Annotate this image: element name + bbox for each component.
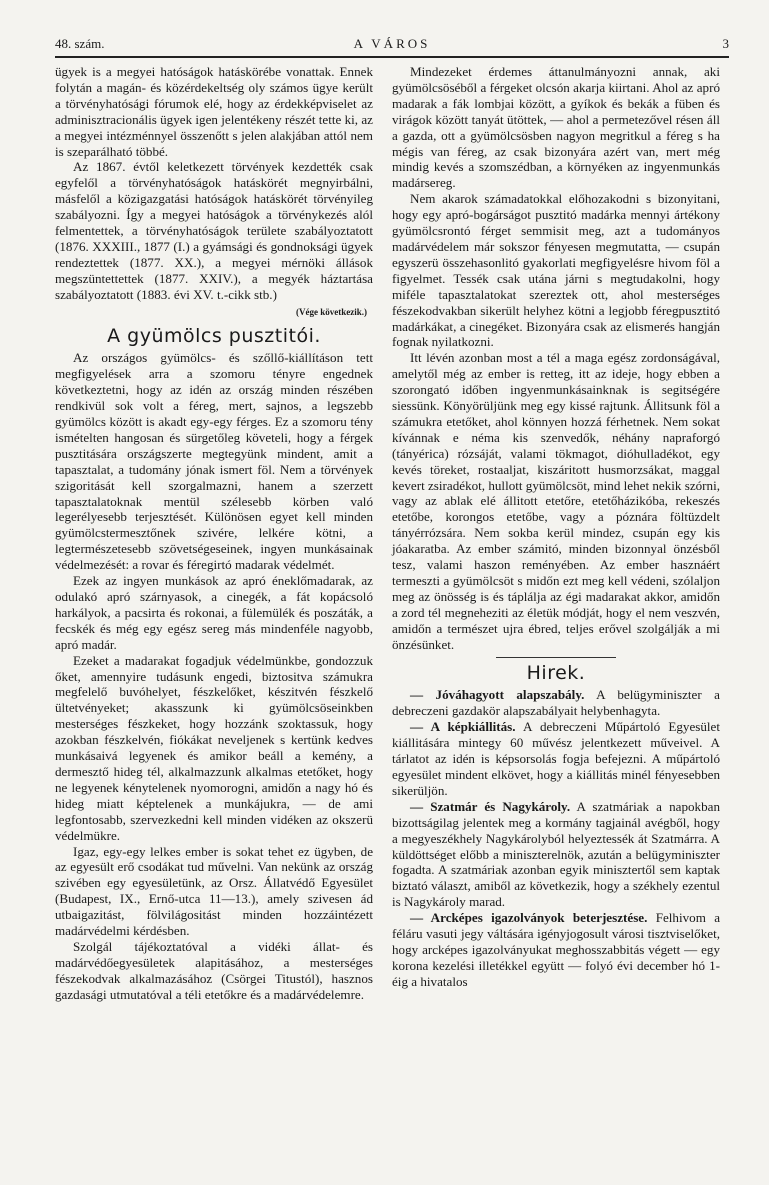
news-body: A szatmáriak a napokban bizottságilag jelentek meg a kormány tagjainál avégből, hogy a megyeszékhely Nagykárolyból helyeztessék át Szatmárra. A küldöttséget előbb a miniszterelnök, azután a belügyminiszter fogadta. A szatmáriak azonban egyik minisztertől sem kaptak biztató választ, amiből az következik, hogy a székhely ezentul is Nagykároly marad. [392,798,721,910]
left-column [55,64,373,1003]
article-paragraph: Ezeket a madarakat fogadjuk védelmünkbe, gondozzuk őket, amennyire tudásunk engedi, biztositva számukra megfelelő buvóhelyet, fészkelőket, készitvén fészkelő ültetvényeket; akasszunk ki gyümölcsöseinkben mesterséges fészkeket, hogy hozzánk szoktassuk, hogy azokban fészkelvén, fiókákat neveljenek s kertünk kedves munkásaivá legyenek és amikor beáll a kemény, a dermesztő hideg tél, alkalmazzunk alkalmas etetőket, hogy ne legyenek kénytelenek nyomorogni, amidőn a nagy hó és hideg miatt képtelenek a munkájukra, — de ami legfontosabb, szervezkedni kell minden vidéken az okszerü védelmükre. [55,652,373,843]
news-body: A belügyminiszter a debreczeni gazdakör alapszabályait helybenhagyta. [392,687,720,719]
news-headline: — A képkiállitás. [410,719,516,735]
news-headline: — Szatmár és Nagykároly. [410,798,571,814]
article-continuation-paragraph: Az 1867. évtől keletkezett törvények kezdették csak egyfelől a törvényhatóságok hatáskörét megnyirbálni, másfelől a közigazgatási hatóságok hatáskörét törvényileg szabályozni. Így a megyei hatóságok a törvénykezés alól felmentettek, a törvényhatóságok területe szabályoztatott (1876. XXXIII., 1877 (I.) a gyámsági és gondnoksági ügyek rendeztettek (1877. XX.), a megyei mérnöki állások megszüntettettek (1877. XXIV.), a megyék háztartása szabályoztatott (1883. évi XV. t.-cikk stb.) [55,159,373,302]
page-number: 3 [722,36,729,51]
article-paragraph: Ezek az ingyen munkások az apró éneklőmadarak, az odulakó apró szárnyasok, a cinegék, a fát kopácsoló harkályok, a pacsirta és rokonai, a fülemülék és poszáták, a fecskék és még egy egész sereg más mindenféle nagyobb, apró madár. [55,573,373,652]
news-item [392,910,720,990]
right-column [392,64,720,990]
article-paragraph: Az országos gyümölcs- és szőllő-kiállításon tett megfigyelések arra a szomoru tényre engednek következtetni, hogy az idén az ország minden részében rendkivül sok volt a féreg, mert, sajnos, a legszebb gyümölcs között is akadt egy-egy férges. Ez a szomoru tény ismételten hangosan és sürgetőleg követeli, hogy a férgek pusztitására országszerte megtegyünk mindent, amit a tapasztalat, a tudomány jónak ismert föl. Nem a törvények szigoritását kell szorgalmazni, hanem a szerzett tapasztalatoknak mentül szélesebb körben való legerélyesebb terjesztését. Különösen egyet kell minden gyümölcstermesztőnek szivére, lelkére kötni, a legtermészetesebb szövetségeseinek, ingyen munkásainak védelmezését: a rovar és féregirtó madarak védelmét. [55,350,373,573]
section-divider [496,657,616,658]
news-headline: — Jóváhagyott alapszabály. [410,687,585,703]
news-item [392,799,720,910]
article-paragraph: Szolgál tájékoztatóval a vidéki állat- és madárvédőegyesületek alapitásához, a mesterséges fészekodvak alkalmazásához (Csörgei Titustól), hasznos gazdasági utmutatóval a téli etetőkre és a madárvédelemre. [55,938,373,1002]
newspaper-title: A VÁROS [353,36,431,51]
continued-note: (Vége következik.) [296,306,367,317]
article-continuation-paragraph: ügyek is a megyei hatóságok hatáskörébe vonattak. Ennek folytán a magán- és közérdekeltség oly számos ügye került a törvényhatósági fórumok elé, hogy az érdekképviselet az adminisztracionális ügyek igen jelentékeny részét tette ki, az a megyei intézménnyel összenőtt s jelen alakjában attól nem is szeparálható többé. [55,64,373,159]
article-paragraph: Nem akarok számadatokkal előhozakodni s bizonyitani, hogy egy apró-bogárságot pusztitó madárka mennyi ártékony gyümölcsrontó férget semmisit meg, azt a tudományos madárvédelem már sokszor fényesen megmutatta, — csupán egyszerü összehasonlitó gyakorlati megfigyelésre hivom föl a figyelmet. Tessék csak utána járni s megtudakolni, hogy miféle tapasztalatokat szereztek ott, ahol mesterséges fészekodvakban sikerült helyhez kötni a legjobb féregpusztitó madárkákat, a cinegéket. Bizonyára csak az elismerés hangján fognak nyilatkozni. [392,191,720,350]
news-item [392,687,720,719]
news-body: Felhivom a féláru vasuti jegy váltására igényjogosult városi tisztviselőket, hogy arcképes igazolványukat meghosszabbitás végett — egy korona kezelési illetékkel együtt — folyó évi december hó 1-éig a hivatalos [392,910,721,989]
issue-number: 48. szám. [55,36,105,51]
article-paragraph: Itt lévén azonban most a tél a maga egész zordonságával, amelytől még az ember is retteg, itt az ideje, hogy ebben a szorongató időben ingyenmunkásainknak is segitségére siessünk. Könyörüljünk meg egy kissé rajtunk. Állitsunk föl a számukra etetőket, ahol könnyen hozzá férhetnek. Nem sokat kívánnak e néma kis szenvedők, néhány napraforgó (tányérica) rózsáját, valami tökmagot, dióhulladékot, egy kevés töreket, rostaaljat, kiszáritott husmorzsákat, maggal kevert zsiradékot, hullott gyümölcsöt, mind lehet nekik szórni, vagy az ablak elé állitott etetőre, etetőházikóba, rekeszés etetőbe, korongos etetőbe, vagy a póznára föltüzdelt tányérrózsára. Nem sokba kerül mindez, csupán egy kis jóakaratba. Az ember számitó, minden bizonnyal önzésből tesz, valami haszon reményében. Az ember hasznáért termeszti a gyümölcsöt s midőn ezt meg kell védeni, szólaljon meg az önösség is és táplálja az égi madarakat akkor, amidőn a zord tél megneheziti az életük módját, hogy el nem veszvén, amidőn a természet ujra ébred, teljes erővel szolgálják a mi önzésünket. [392,350,721,652]
news-section-title: Hirek. [526,661,586,684]
article-title: A gyümölcs pusztitói. [107,324,321,347]
article-paragraph: Igaz, egy-egy lelkes ember is sokat tehet ez ügyben, de az egyesült erő csodákat tud művelni. Van nekünk az ország szivében egy egyesületünk, az Orsz. Állatvédő Egyesület (Budapest, IX., Ernő-utca 11—13.), amely szivesen ád utbaigazitást, fölvilágositást minden hozzáintézett madárvédelmi kérdésben. [55,843,373,939]
page-header [55,36,729,56]
article-paragraph: Mindezeket érdemes áttanulmányozni annak, aki gyümölcsöséből a férgeket olcsón akarja kiirtani. Ahol az apró madarak a fák lombjai között, a gyíkok és bekák a füben és virágok között tanyát ütöttek, — ahol a permetezővel résen áll a gazda, ott a gyümölcsösben nagyon megritkul a féreg s ha mégis van féreg, az csak bizonyára azért van, mert még mindig kevés a szomszédban, a környéken az ingyenmunkás madársereg. [392,64,720,191]
news-headline: — Arcképes igazolványok beterjesztése. [410,910,648,926]
news-body: A debreczeni Műpártoló Egyesület kiállitására mintegy 60 művész jelentkezett műveivel. A tárlatot az idén is képsorsolás fogja befejezni. A műpártoló egyesület mindent elkövet, hogy a kiállitás minél fényesebben sikerüljön. [392,719,720,798]
news-item [392,719,720,799]
header-rule [55,56,729,58]
